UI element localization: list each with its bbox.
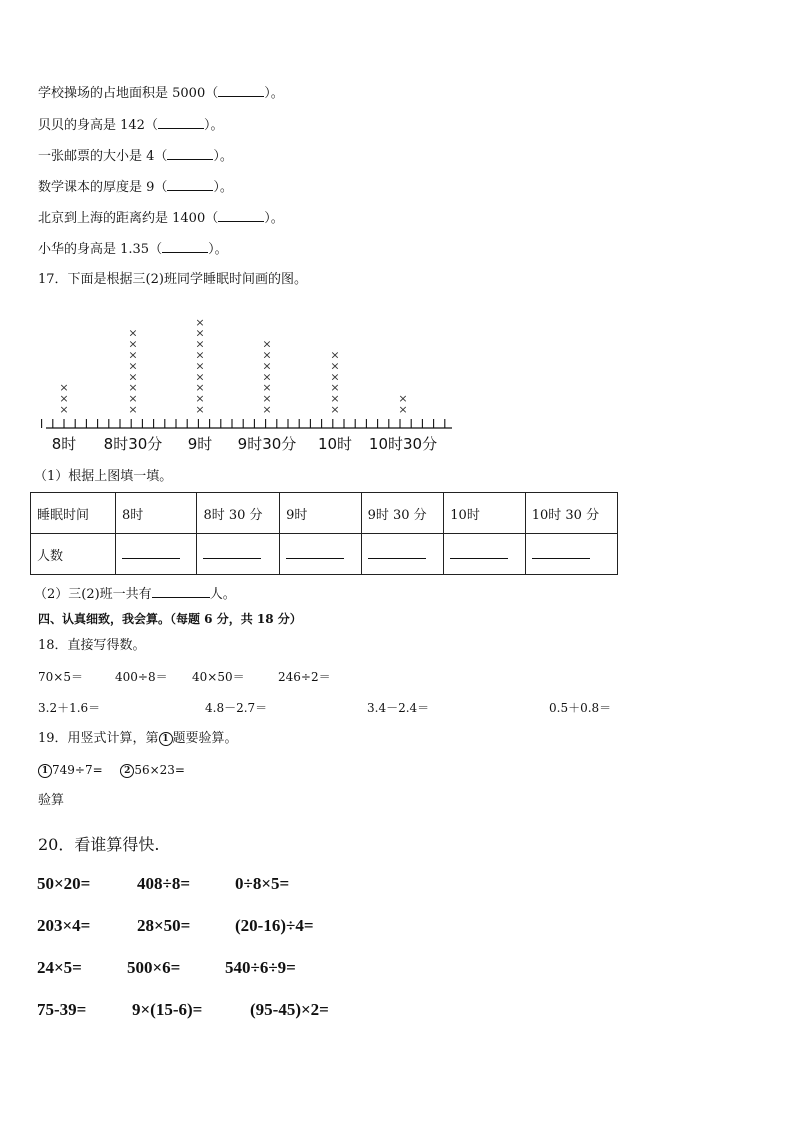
unit-question-4: 数学课本的厚度是 9（ ）。 (38, 180, 233, 195)
q18-expr: 400÷8＝ (115, 670, 168, 684)
answer-blank[interactable] (450, 546, 508, 559)
q18-title: 18．直接写得数。 (38, 638, 146, 653)
q18-expr: 70×5＝ (38, 670, 83, 684)
table-cell: 10时 (444, 493, 525, 534)
q20-expr: 540÷6÷9= (225, 958, 296, 977)
q19-title: 19．用竖式计算，第 1 题要验算。 (38, 731, 238, 746)
answer-blank[interactable] (122, 546, 180, 559)
x-mark: × (59, 381, 69, 395)
table-header-row (31, 493, 618, 534)
q20-expr: 50×20= (37, 874, 91, 893)
q17-title: 17．下面是根据三(2)班同学睡眠时间画的图。 (38, 272, 307, 287)
q20-expr: 9×(15-6)= (132, 1000, 203, 1019)
x-mark: × (128, 381, 138, 395)
table-cell: 10时 30 分 (525, 493, 617, 534)
tick-label: 9时 (187, 435, 213, 453)
x-mark: × (262, 370, 272, 384)
x-mark: × (128, 348, 138, 362)
x-mark: × (398, 403, 408, 416)
q19-items: 1 749÷7= 2 56×23= (38, 762, 185, 778)
tick-label: 8时30分 (103, 435, 163, 453)
q17-sub2: （2）三(2)班一共有 人。 (34, 587, 236, 602)
x-mark: × (330, 403, 340, 416)
x-mark: × (262, 403, 272, 416)
check-label: 验算 (38, 793, 65, 808)
q20-expr: 203×4= (37, 916, 91, 935)
unit-question-5: 北京到上海的距离约是 1400（ ）。 (38, 211, 284, 226)
table-cell: 9时 (280, 493, 361, 534)
x-mark: × (195, 392, 205, 406)
circled-number: 2 (120, 764, 134, 778)
answer-blank[interactable] (368, 546, 426, 559)
unit-question-1: 学校操场的占地面积是 5000（ ）。 (38, 86, 284, 101)
q18-expr: 246÷2＝ (278, 670, 331, 684)
section-4-heading: 四、认真细致，我会算。（每题 6 分，共 18 分） (38, 612, 302, 626)
x-mark: × (262, 381, 272, 395)
table-cell (361, 534, 444, 575)
x-mark: × (128, 359, 138, 373)
table-cell: 睡眠时间 (31, 493, 116, 534)
x-mark: × (195, 403, 205, 416)
x-mark: × (330, 392, 340, 406)
x-mark: × (128, 326, 138, 340)
x-mark: × (195, 359, 205, 373)
x-mark: × (59, 392, 69, 406)
table-cell (525, 534, 617, 575)
x-mark: × (398, 392, 408, 406)
x-mark: × (128, 403, 138, 416)
answer-blank[interactable] (532, 546, 590, 559)
q20-expr: (20-16)÷4= (235, 916, 314, 935)
unit-question-3: 一张邮票的大小是 4（ ）。 (38, 149, 233, 164)
q20-title: 20．看谁算得快. (38, 835, 160, 854)
table-cell (444, 534, 525, 575)
x-mark: × (128, 392, 138, 406)
x-marks (59, 316, 407, 416)
q17-sub1: （1）根据上图填一填。 (34, 469, 173, 484)
table-cell (280, 534, 361, 575)
x-mark: × (195, 370, 205, 384)
table-cell: 9时 30 分 (361, 493, 444, 534)
x-mark: × (330, 359, 340, 373)
tick-label: 9时30分 (237, 435, 297, 453)
table-cell (116, 534, 197, 575)
q20-expr: (95-45)×2= (250, 1000, 329, 1019)
x-mark: × (128, 337, 138, 351)
x-mark: × (330, 348, 340, 362)
tick-label: 10时 (317, 435, 353, 453)
q20-expr: 500×6= (127, 958, 181, 977)
answer-blank[interactable] (286, 546, 344, 559)
x-mark: × (195, 315, 205, 329)
q20-expr: 75-39= (37, 1000, 87, 1019)
unit-question-2: 贝贝的身高是 142（ ）。 (38, 118, 224, 133)
q18-expr: 40×50＝ (192, 670, 245, 684)
x-mark: × (262, 337, 272, 351)
x-mark: × (330, 381, 340, 395)
answer-blank[interactable] (203, 546, 261, 559)
x-mark: × (262, 348, 272, 362)
q20-expr: 0÷8×5= (235, 874, 290, 893)
q20-expr: 28×50= (137, 916, 191, 935)
table-cell (197, 534, 280, 575)
q18-expr: 4.8－2.7＝ (205, 701, 268, 715)
x-mark: × (262, 359, 272, 373)
number-line (42, 419, 452, 428)
unit-question-6: 小华的身高是 1.35（ ）。 (38, 242, 228, 257)
sleep-table (30, 492, 618, 575)
q18-expr: 3.4－2.4＝ (367, 701, 430, 715)
x-mark: × (195, 337, 205, 351)
table-row (31, 534, 618, 575)
q20-expr: 408÷8= (137, 874, 191, 893)
x-mark: × (195, 348, 205, 362)
table-cell: 8时 (116, 493, 197, 534)
x-mark: × (195, 381, 205, 395)
q20-expr: 24×5= (37, 958, 82, 977)
x-mark: × (195, 326, 205, 340)
table-cell: 8时 30 分 (197, 493, 280, 534)
table-cell: 人数 (31, 534, 116, 575)
x-mark: × (262, 392, 272, 406)
q18-expr: 0.5＋0.8＝ (549, 701, 612, 715)
x-mark: × (128, 370, 138, 384)
tick-label: 8时 (51, 435, 77, 453)
tick-label: 10时30分 (368, 435, 438, 453)
circled-number: 1 (159, 732, 173, 746)
x-mark: × (330, 370, 340, 384)
x-mark: × (59, 403, 69, 416)
tick-labels (52, 435, 437, 453)
answer-blank[interactable] (152, 585, 210, 598)
q18-expr: 3.2＋1.6＝ (38, 701, 101, 715)
circled-number: 1 (38, 764, 52, 778)
